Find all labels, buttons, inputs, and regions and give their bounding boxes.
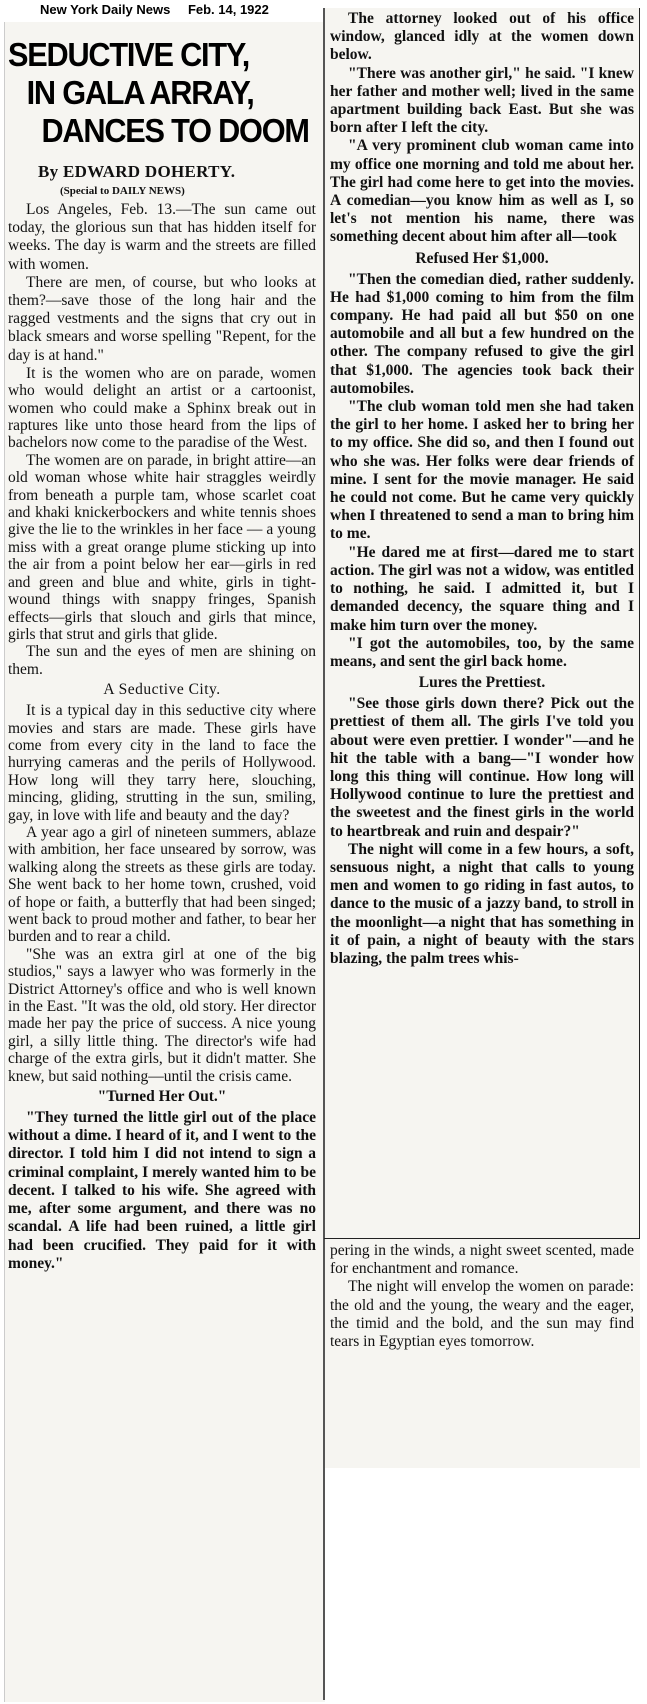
paragraph: Los Angeles, Feb. 13.—The sun came out today, the glorious sun that has hidden itself for weeks. The day is warm and the streets are filled with women.: [8, 201, 316, 273]
headline-line-2: IN GALA ARRAY,: [26, 74, 254, 111]
paragraph: pering in the winds, a night sweet scented, made for enchantment and romance.: [330, 1242, 634, 1278]
headline: [8, 36, 309, 150]
paragraph: There are men, of course, but who looks at them?—save those of the long hair and the ragged vestments and the signs that cry out in black smears and worse spelling "Repent, for the day is at hand.": [8, 273, 316, 364]
paragraph: A year ago a girl of nineteen summers, ablaze with ambition, her face unseared by sorrow, was walking along the streets as these girls are today. She went back to her home town, crushed, void of hope or faith, a butterfly that had been singed; went back to proud mother and father, to bear her burden and to rear a child.: [8, 823, 316, 946]
paragraph: It is the women who are on parade, women who would delight an artist or a cartoonist, women who could make a Sphinx break out in raptures like unto those heard from the lips of bachelors now come to the paradise of the West.: [8, 364, 316, 452]
paragraph: The night will envelop the women on parade: the old and the young, the weary and the eager, the timid and the bold, and the sun may find tears in Egyptian eyes tomorrow.: [330, 1278, 634, 1351]
headline-line-3: DANCES TO DOOM: [41, 112, 309, 149]
paragraph: "I got the automobiles, too, by the same means, and sent the girl back home.: [330, 634, 634, 670]
special-credit: (Special to DAILY NEWS): [60, 185, 185, 197]
clipping-edge-line: [639, 8, 640, 1239]
paragraph: The women are on parade, in bright attire—an old woman whose white hair straggles weirdly from beneath a purple tam, whose scarlet coat and khaki knickerbockers and white tennis shoes give the lie to the wrinkles in her face — a young miss with a great orange plume sticking up into the air from a point below her ear—girls in red and green and blue and white, girls in tight-wound things with snappy fringes, Spanish effects—girls that slouch and girls that mince, girls that strut and girls that glide.: [8, 451, 316, 643]
masthead: [40, 0, 320, 20]
article-left-column: [8, 201, 316, 1273]
article-right-column-continued: [330, 1242, 634, 1351]
paragraph: "Then the comedian died, rather suddenly. He had $1,000 coming to him from the film company. He had paid all but $50 on one automobile and all but a few hundred on the other. The company refused to give the girl that $1,000. The agencies took back their automobiles.: [330, 270, 634, 397]
paragraph: "They turned the little girl out of the place without a dime. I heard of it, and I went to the director. I told him I did not intend to sign a criminal complaint, I merely wanted him to be decent. I talked to his wife. She agreed with me, after some argument, and there was no scandal. A life had been ruined, a little girl had been crucified. They paid for it with money.": [8, 1109, 316, 1272]
paragraph: The attorney looked out of his office window, glanced idly at the women down below.: [330, 10, 634, 64]
paragraph: "There was another girl," he said. "I knew her father and mother well; lived in the same apartment building back East. But she was born after I left the city.: [330, 64, 634, 137]
newspaper-name: New York Daily News: [40, 2, 171, 17]
subhead: Refused Her $1,000.: [415, 249, 549, 267]
paragraph: It is a typical day in this seductive city where movies and stars are made. These girls have come from every city in the land to face the hurrying cameras and the perils of Hollywood. How long will they tarry here, slouching, mincing, gliding, strutting in the sun, smiling, gay, in love with life and beauty and the day?: [8, 702, 316, 824]
paragraph: "He dared me at first—dared me to start action. The girl was not a widow, was entitled to nothing, he said. I admitted it, but I demanded decency, the square thing and I make him turn over the money.: [330, 543, 634, 634]
clipping-edge-line: [324, 1238, 640, 1239]
article-right-column: [330, 10, 634, 968]
subhead: "Turned Her Out.": [97, 1088, 227, 1106]
byline: By EDWARD DOHERTY.: [38, 162, 236, 181]
subhead: Lures the Prettiest.: [418, 674, 546, 692]
paragraph: "She was an extra girl at one of the big studios," says a lawyer who was formerly in the District Attorney's office and who is well known in the East. "It was the old, old story. Her director made her pay the price of success. A nice young girl, a silly little thing. The director's wife had charge of the extra girls, but it didn't matter. She knew, but said nothing—until the crisis came.: [8, 945, 316, 1085]
paragraph: "See those girls down there? Pick out the prettiest of them all. The girls I've told you about were even prettier. I wonder"—and he hit the table with a bang—"I wonder how long this thing will continue. How long will Hollywood continue to lure the prettiest and the sweetest and the finest girls in the world to heartbreak and ruin and despair?": [330, 695, 634, 840]
paragraph: "The club woman told men she had taken the girl to her home. I asked her to bring her to my office. She did so, and then I found out who she was. Her folks were dear friends of mine. I sent for the movie manager. He said he could not come. But he came very quickly when I threatened to send a man to bring him to me.: [330, 398, 634, 543]
paragraph: "A very prominent club woman came into my office one morning and told me about her. The girl had come here to get into the movies. A comedian—you know him as well as I, so let's not mention his name, there was something decent about him after all—took: [330, 137, 634, 246]
headline-line-1: SEDUCTIVE CITY,: [8, 36, 250, 73]
publication-date: Feb. 14, 1922: [187, 2, 269, 17]
subhead: A Seductive City.: [103, 681, 221, 699]
paragraph: The night will come in a few hours, a soft, sensuous night, a night that calls to young men and women to go riding in fast autos, to dance to the music of a jazzy band, to stroll in the moonlight—a night that has something in it of pain, a night of beauty with the stars blazing, the palm trees whis-: [330, 840, 634, 967]
paragraph: The sun and the eyes of men are shining on them.: [8, 643, 316, 678]
column-rule: [323, 8, 325, 1700]
